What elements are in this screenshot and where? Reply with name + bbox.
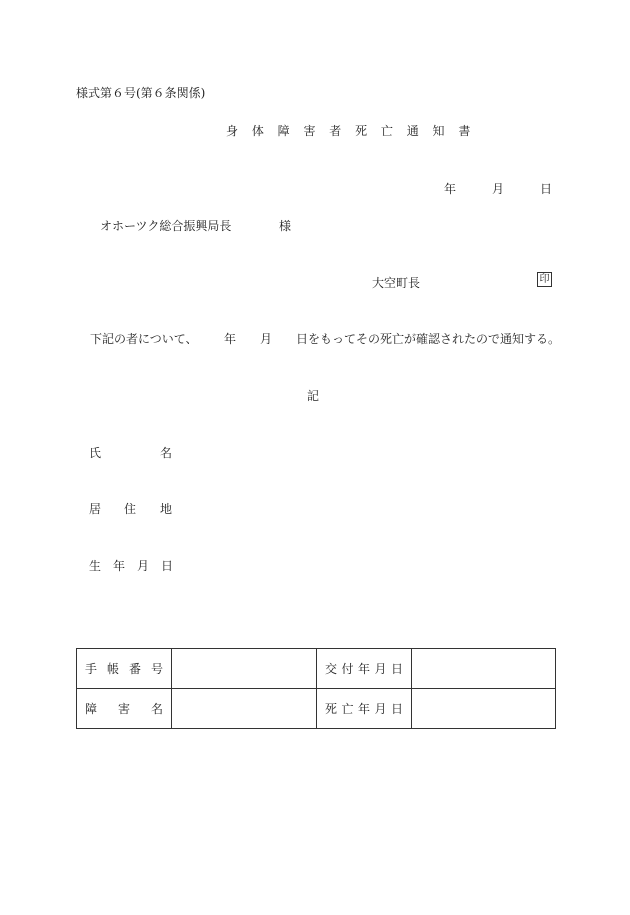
label-char: 手 (85, 662, 98, 676)
notebook-number-label (77, 649, 172, 689)
death-date-value[interactable] (412, 689, 556, 729)
form-number: 様式第６号(第６条関係) (76, 86, 206, 100)
ki-heading: 記 (307, 389, 320, 403)
notice-month-label: 月 (260, 332, 273, 346)
label-char: 番 (128, 662, 141, 676)
issue-date-label (317, 649, 412, 689)
birthdate-label-char: 月 (137, 559, 150, 573)
residence-label-char: 住 (124, 502, 137, 516)
birthdate-label-char: 生 (89, 559, 102, 573)
label-char: 日 (390, 662, 403, 676)
table-row (77, 649, 556, 689)
disability-name-label (77, 689, 172, 729)
label-char: 年 (357, 702, 370, 716)
notice-year-label: 年 (224, 332, 237, 346)
name-label-char: 名 (160, 446, 173, 460)
label-char: 死 (325, 702, 338, 716)
label-char: 障 (85, 702, 98, 716)
date-year-label: 年 (444, 182, 457, 196)
residence-label-char: 居 (89, 502, 102, 516)
label-char: 日 (390, 702, 403, 716)
info-table (76, 648, 556, 729)
death-date-label (317, 689, 412, 729)
notebook-number-value[interactable] (172, 649, 317, 689)
issue-date-value[interactable] (412, 649, 556, 689)
date-day-label: 日 (540, 182, 553, 196)
table-row (77, 689, 556, 729)
sender-name: 大空町長 (372, 276, 421, 290)
label-char: 害 (117, 702, 130, 716)
label-char: 名 (150, 702, 163, 716)
document-title: 身 体 障 害 者 死 亡 通 知 書 (226, 124, 476, 138)
label-char: 帳 (106, 662, 119, 676)
label-char: 月 (374, 702, 387, 716)
label-char: 号 (150, 662, 163, 676)
date-month-label: 月 (492, 182, 505, 196)
residence-label-char: 地 (160, 502, 173, 516)
label-char: 年 (357, 662, 370, 676)
label-char: 交 (325, 662, 338, 676)
name-label-char: 氏 (89, 446, 102, 460)
notice-prefix: 下記の者について、 (90, 332, 198, 346)
addressee-honorific: 様 (279, 219, 292, 233)
disability-name-value[interactable] (172, 689, 317, 729)
label-char: 月 (374, 662, 387, 676)
birthdate-label-char: 年 (113, 559, 126, 573)
addressee-name: オホーツク総合振興局長 (100, 219, 232, 233)
notice-suffix: 日をもってその死亡が確認されたので通知する。 (296, 332, 561, 346)
label-char: 亡 (341, 702, 354, 716)
birthdate-label-char: 日 (161, 559, 174, 573)
label-char: 付 (341, 662, 354, 676)
seal-stamp: 印 (537, 272, 552, 287)
